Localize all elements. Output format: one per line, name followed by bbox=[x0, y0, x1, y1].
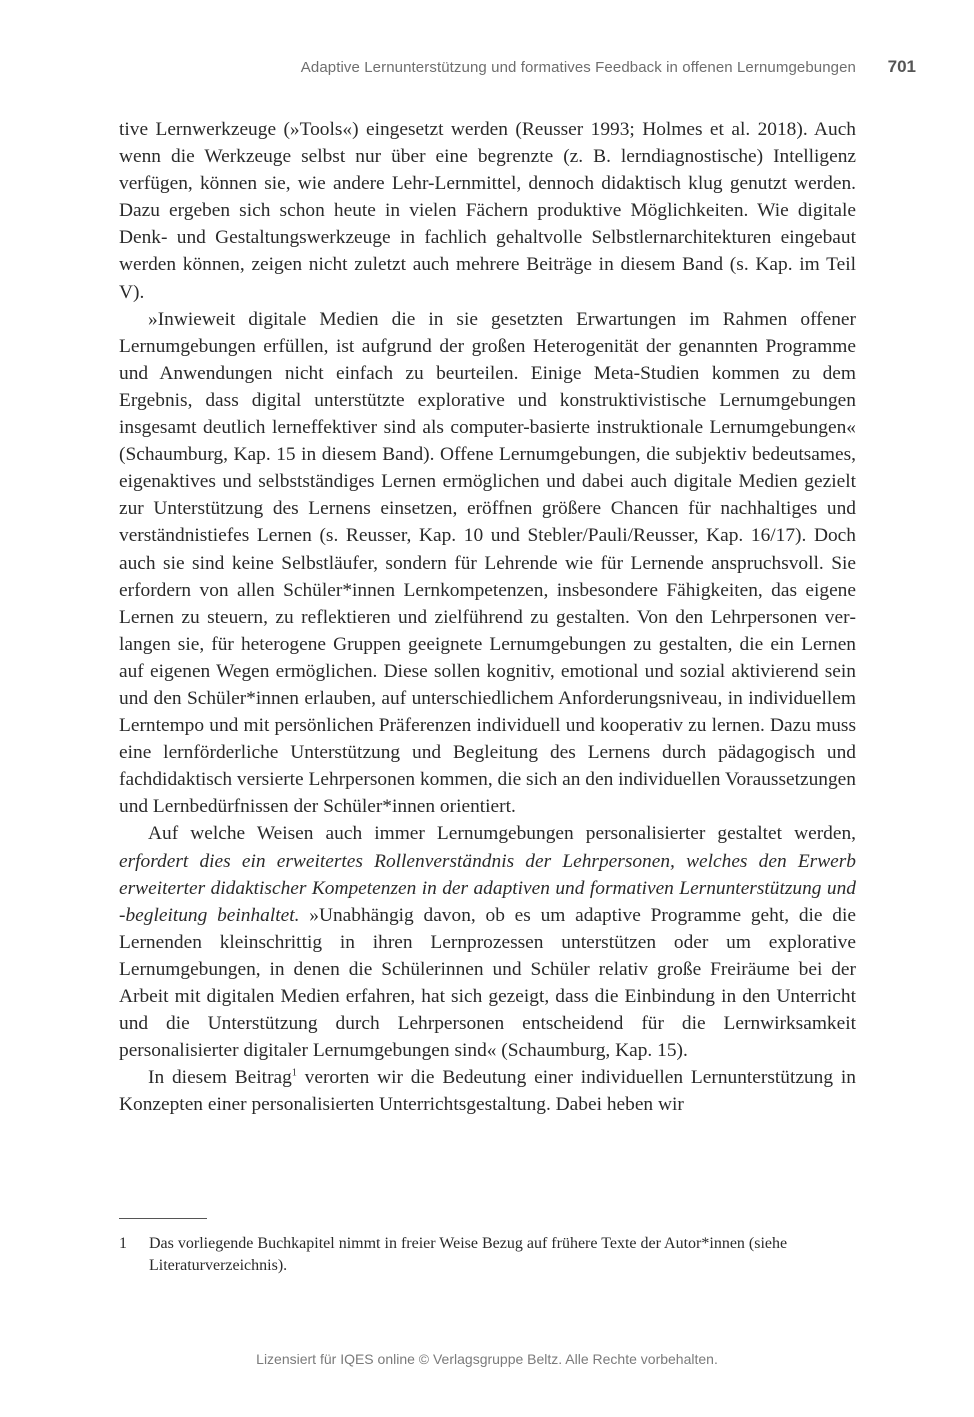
footnote-divider bbox=[119, 1218, 207, 1219]
paragraph-3-emphasis: erfordert dies ein erweitertes Rollenverständnis der Lehrpersonen, welches den Erwerb erweiterter didaktischer Kompetenzen in der adaptiven und formativen Lernunterstützung und -begleitung beinhaltet. bbox=[119, 850, 856, 926]
paragraph-3-lead: Auf welche Weisen auch immer Lernumgebungen personalisierter gestaltet werden, bbox=[148, 823, 856, 845]
running-head bbox=[0, 57, 974, 81]
footnote-reference[interactable]: 1 bbox=[291, 1067, 297, 1079]
paragraph-4-lead: In diesem Beitrag bbox=[148, 1067, 292, 1089]
paragraph-4 bbox=[119, 1064, 856, 1118]
footnote-number: 1 bbox=[119, 1235, 127, 1252]
license-notice: Lizensiert für IQES online © Verlagsgruppe Beltz. Alle Rechte vorbehalten. bbox=[256, 1351, 718, 1367]
footnote-text: Das vorliegende Buchkapitel nimmt in freier Weise Bezug auf frühere Texte der Autor*innen (siehe Literaturverzeichnis). bbox=[149, 1235, 788, 1274]
paragraph-3-quote: »Unabhängig davon, ob es um adaptive Programme geht, die die Lernenden kleinschrittig in ihren Lernprozessen unterstützen oder um explorative Lernumgebungen, in denen die Schülerinnen und Schüler relativ große Freiräume bei der Arbeit mit digitalen Medien erfahren, hat sich gezeigt, dass die Einbindung in den Unterricht und die Unterstützung durch Lehrpersonen entscheidend für die Lernwirksamkeit personalisierter digitaler Lernumgebungen sind« (Schaumburg, Kap. 15). bbox=[119, 904, 856, 1062]
paragraph-2: »Inwieweit digitale Medien die in sie gesetzten Erwartungen im Rahmen offener Lernumgebungen erfüllen, ist aufgrund der großen Heterogenität der genannten Programme und Anwendungen nicht einfach zu beurteilen. Einige Meta-Studien kommen zu dem Ergebnis, dass digital unterstützte explorative und konstruktivistische Lernumgebungen insgesamt deutlich lerneffektiver sind als computer-basierte instruktionale Lernumgebungen« (Schaumburg, Kap. 15 in diesem Band). Offene Lernumgebungen, die subjektiv bedeutsames, eigenaktives und selbstständiges Lernen ermöglichen und dabei auch digitale Medien gezielt zur Unterstützung des Lernens einsetzen, eröffnen größere Chancen für nachhaltiges und verständnistiefes Lernen (s. Reusser, Kap. 10 und Stebler/Pauli/Reusser, Kap. 16/17). Doch auch sie sind keine Selbstläufer, sondern für Lehrende wie für Lernende anspruchsvoll. Sie erfordern von allen Schüler*innen Lernkompetenzen, insbesondere Fähigkeiten, das eigene Lernen zu steuern, zu reflektieren und zielführend zu gestalten. Von den Lehrpersonen verlangen sie, für heterogene Gruppen geeignete Lernumgebungen zu gestalten, die ein Lernen auf eigenen Wegen ermöglichen. Diese sollen kognitiv, emotional und sozial aktivierend sein und den Schüler*innen erlauben, auf unterschiedlichem Anforderungsniveau, in individuellem Lerntempo und mit persönlichen Präferenzen individuell und kooperativ zu lernen. Dazu muss eine lernförderliche Unterstützung und Begleitung des Lernens durch pädagogisch und fachdidaktisch versierte Lehrpersonen kommen, die sich an den individuellen Voraussetzungen und Lernbedürfnissen der Schüler*innen orientiert. bbox=[119, 308, 856, 818]
running-title: Adaptive Lernunterstützung und formatives Feedback in offenen Lernumgebungen bbox=[300, 59, 856, 76]
paragraph-1: tive Lernwerkzeuge (»Tools«) eingesetzt werden (Reusser 1993; Holmes et al. 2018). Auch wenn die Werkzeuge selbst nur über eine begrenzte (z. B. lerndiagnostische) Intelligenz verfügen, können sie, wie andere Lehr-Lernmittel, dennoch didaktisch klug genutzt werden. Dazu ergeben sich schon heute in vielen Fächern produktive Möglichkeiten. Wie digitale Denk- und Gestaltungswerkzeuge in fachlich gehaltvolle Selbstlernarchitekturen eingebaut werden können, zeigen nicht zuletzt auch mehrere Beiträge in diesem Band (s. Kap. im Teil V). bbox=[119, 119, 856, 303]
paragraph-4-rest: verorten wir die Bedeutung einer individuellen Lernunterstützung in Konzepten einer personalisierten Unterrichtsgestaltung. Dabei heben wir bbox=[119, 1067, 856, 1116]
page-number: 701 bbox=[887, 57, 916, 76]
paragraph-3 bbox=[119, 820, 856, 1064]
footnote bbox=[119, 1233, 856, 1277]
body-text bbox=[119, 116, 856, 1118]
